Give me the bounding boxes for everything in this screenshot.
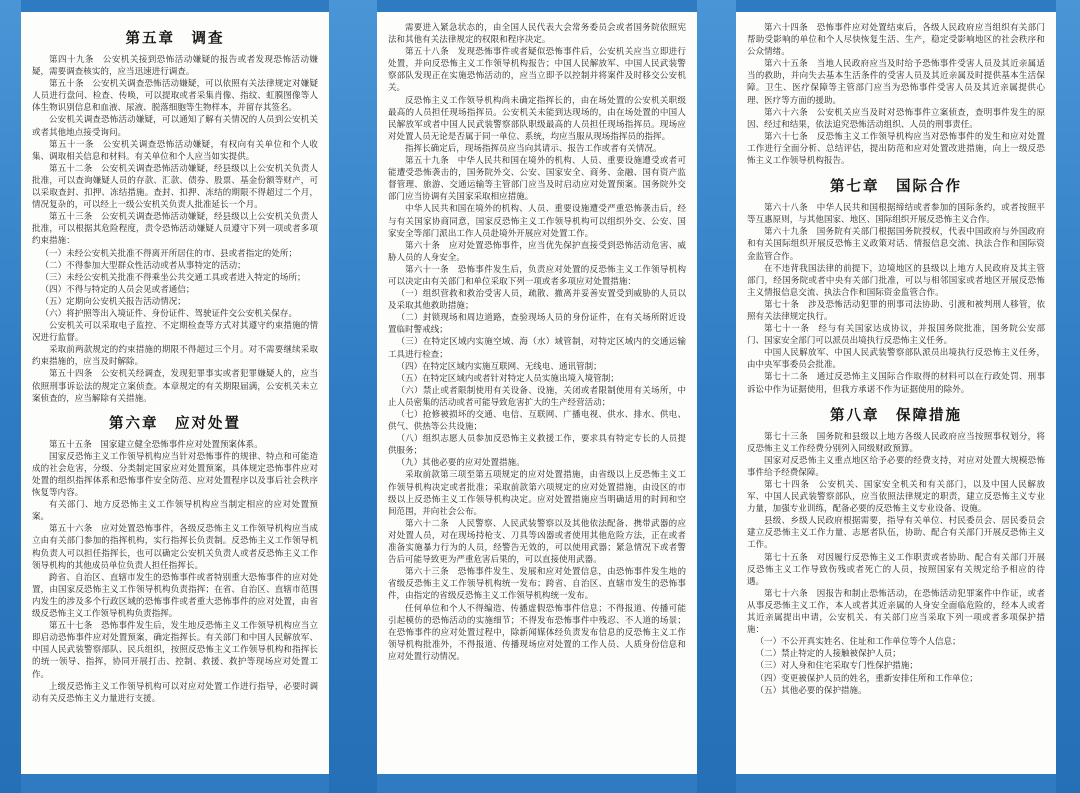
article-53: 第五十三条 公安机关调查恐怖活动嫌疑，经县级以上公安机关负责人批准，可以根据其危险程度，责令恐怖活动嫌疑人员遵守下列一项或者多项约束措施： bbox=[32, 212, 318, 247]
page-column-3 bbox=[736, 12, 1056, 774]
article-56-para: 跨省、自治区、直辖市发生的恐怖事件或者特别重大恐怖事件的应对处置，由国家反恐怖主义工作领导机构负责指挥；在省、自治区、直辖市范围内发生的涉及多个行政区域的恐怖事件或者重大恐怖事件的应对处置，由省级反恐怖主义工作领导机构负责指挥。 bbox=[32, 572, 318, 620]
article-50-para-2: 公安机关调查恐怖活动嫌疑，可以通知了解有关情况的人员到公安机关或者其他地点接受询问。 bbox=[32, 115, 318, 138]
chapter-5-title: 第五章 调查 bbox=[125, 31, 225, 47]
article-53-para: 采取前两款规定的约束措施的期限不得超过三个月。对不需要继续采取约束措施的，应当及时解除。 bbox=[32, 345, 318, 368]
article-55-para: 有关部门、地方反恐怖主义工作领导机构应当制定相应的应对处置预案。 bbox=[32, 500, 318, 523]
article-56: 第五十六条 应对处置恐怖事件，各级反恐怖主义工作领导机构应当成立由有关部门参加的指挥机构，实行指挥长负责制。反恐怖主义工作领导机构负责人可以担任指挥长，也可以确定公安机关负责人或者反恐怖主义工作领导机构的其他成员单位负责人担任指挥长。 bbox=[32, 524, 318, 571]
article-59-para: 中华人民共和国在境外的机构、人员、重要设施遭受严重恐怖袭击后，经与有关国家协商同意，国家反恐怖主义工作领导机构可以组织外交、公安、国家安全等部门派出工作人员赴境外开展应对处置工作。 bbox=[388, 204, 686, 239]
list-item: （二）不得参加大型群众性活动或者从事特定的活动； bbox=[40, 260, 246, 271]
article-61: 第六十一条 恐怖事件发生后，负责应对处置的反恐怖主义工作领导机构可以决定由有关部门和单位采取下列一项或者多项应对处置措施： bbox=[388, 264, 686, 287]
article-62: 第六十二条 人民警察、人民武装警察以及其他依法配备、携带武器的应对处置人员，对在现场持枪支、刀具等凶器或者使用其他危险方法，正在或者准备实施暴力行为的人员，经警告无效的，可以使用武器；紧急情况下或者警告后可能导致更为严重危害后果的，可以直接使用武器。 bbox=[388, 518, 686, 566]
article-52: 第五十二条 公安机关调查恐怖活动嫌疑，经县级以上公安机关负责人批准，可以查询嫌疑人员的存款、汇款、债券、股票、基金份额等财产，可以采取查封、扣押、冻结措施。查封、扣押、冻结的期限不得超过二个月，情况复杂的，可以经上一级公安机关负责人批准延长一个月。 bbox=[32, 163, 318, 211]
list-item: （八）组织志愿人员参加反恐怖主义救援工作，要求具有特定专长的人员提供服务； bbox=[388, 434, 686, 457]
article-58: 第五十八条 发现恐怖事件或者疑似恐怖事件后，公安机关应当立即进行处置，并向反恐怖主义工作领导机构报告；中国人民解放军、中国人民武装警察部队发现正在实施恐怖活动的，应当立即予以控制并将案件及时移交公安机关。 bbox=[388, 47, 686, 94]
article-76: 第七十六条 因报告和制止恐怖活动，在恐怖活动犯罪案件中作证，或者从事反恐怖主义工作，本人或者其近亲属的人身安全面临危险的，经本人或者其近亲属提出申请，公安机关、有关部门应当采取下列一项或者多项保护措施： bbox=[747, 588, 1045, 636]
continued-paragraph: 需要进入紧急状态的，由全国人民代表大会常务委员会或者国务院依照宪法和其他有关法律规定的权限和程序决定。 bbox=[388, 23, 686, 46]
gutter-band bbox=[697, 0, 736, 793]
article-59: 第五十九条 中华人民共和国在境外的机构、人员、重要设施遭受或者可能遭受恐怖袭击的，国务院外交、公安、国家安全、商务、金融、国有资产监督管理、旅游、交通运输等主管部门应当及时启动应对处置预案。国务院外交部门应当协调有关国家采取相应措施。 bbox=[388, 156, 686, 203]
article-63-para: 任何单位和个人不得编造、传播虚假恐怖事件信息；不得报道、传播可能引起模仿的恐怖活动的实施细节；不得发布恐怖事件中残忍、不人道的场景；在恐怖事件的应对处置过程中，除新闻媒体经负责发布信息的反恐怖主义工作领导机构批准外，不得报道、传播现场应对处置的工作人员、人质身份信息和应对处置行动情况。 bbox=[388, 603, 686, 662]
list-item: （一）未经公安机关批准不得离开所居住的市、县或者指定的处所； bbox=[40, 248, 298, 259]
article-74: 第七十四条 公安机关、国家安全机关和有关部门，以及中国人民解放军、中国人民武装警察部队，应当依照法律规定的职责，建立反恐怖主义专业力量，加强专业训练，配备必要的反恐怖主义专业设备、设施。 bbox=[747, 480, 1045, 515]
list-item: （二）封锁现场和周边道路，查验现场人员的身份证件，在有关场所附近设置临时警戒线； bbox=[388, 313, 686, 336]
article-58-para: 指挥长确定后，现场指挥员应当向其请示、报告工作或者有关情况。 bbox=[405, 143, 662, 154]
list-item: （六）禁止或者限制使用有关设备、设施，关闭或者限制使用有关场所，中止人员密集的活动或者可能导致危害扩大的生产经营活动； bbox=[388, 385, 686, 408]
article-71: 第七十一条 经与有关国家达成协议，并报国务院批准，国务院公安部门、国家安全部门可以派员出境执行反恐怖主义任务。 bbox=[747, 324, 1045, 347]
left-margin-band bbox=[0, 0, 21, 793]
list-item: （四）不得与特定的人员会见或者通信； bbox=[40, 284, 195, 295]
article-65: 第六十五条 当地人民政府应当及时给予恐怖事件受害人员及其近亲属适当的救助，并向失去基本生活条件的受害人员及其近亲属及时提供基本生活保障。卫生、医疗保障等主管部门应当为恐怖事件受害人员及其近亲属提供心理、医疗等方面的援助。 bbox=[747, 59, 1045, 106]
article-61-para: 采取前款第三项至第五项规定的应对处置措施，由省级以上反恐怖主义工作领导机构决定或者批准；采取前款第六项规定的应对处置措施，由设区的市级以上反恐怖主义工作领导机构决定。应对处置措施应当明确适用的时间和空间范围，并向社会公布。 bbox=[388, 470, 686, 517]
list-item: （五）定期向公安机关报告活动情况； bbox=[40, 296, 186, 307]
chapter-6-title: 第六章 应对处置 bbox=[109, 415, 241, 432]
article-64: 第六十四条 恐怖事件应对处置结束后，各级人民政府应当组织有关部门帮助受影响的单位和个人尽快恢复生活、生产，稳定受影响地区的社会秩序和公众情绪。 bbox=[747, 23, 1045, 58]
article-69-para: 在不违背我国法律的前提下，边境地区的县级以上地方人民政府及其主管部门，经国务院或者中央有关部门批准，可以与相邻国家或者地区开展反恐怖主义情报信息交流、执法合作和国际资金监管合作。 bbox=[747, 263, 1045, 298]
list-item: （九）其他必要的应对处置措施。 bbox=[396, 458, 525, 469]
gutter-band bbox=[329, 0, 377, 793]
right-margin-band bbox=[1056, 0, 1080, 793]
page-column-1 bbox=[21, 12, 329, 774]
list-item: （三）在特定区域内实施空域、海（水）域管制，对特定区域内的交通运输工具进行检查； bbox=[388, 337, 686, 360]
article-72: 第七十二条 通过反恐怖主义国际合作取得的材料可以在行政处罚、刑事诉讼中作为证据使用，但我方承诺不作为证据使用的除外。 bbox=[747, 372, 1045, 395]
article-66: 第六十六条 公安机关应当及时对恐怖事件立案侦查，查明事件发生的原因、经过和结果，依法追究恐怖活动组织、人员的刑事责任。 bbox=[747, 107, 1045, 130]
list-item: （七）抢修被损坏的交通、电信、互联网、广播电视、供水、排水、供电、供气、供热等公共设施； bbox=[388, 410, 686, 433]
article-57: 第五十七条 恐怖事件发生后，发生地反恐怖主义工作领导机构应当立即启动恐怖事件应对处置预案，确定指挥长。有关部门和中国人民解放军、中国人民武装警察部队、民兵组织，按照反恐怖主义工作领导机构和指挥长的统一领导、指挥，协同开展打击、控制、救援、救护等现场应对处置工作。 bbox=[32, 621, 318, 680]
list-item: （四）变更被保护人员的姓名，重新安排住所和工作单位； bbox=[755, 673, 978, 684]
article-63: 第六十三条 恐怖事件发生、发展和应对处置信息，由恐怖事件发生地的省级反恐怖主义工作领导机构统一发布；跨省、自治区、直辖市发生的恐怖事件，由指定的省级反恐怖主义工作领导机构统一发布。 bbox=[388, 567, 686, 602]
list-item: （五）在特定区域内或者针对特定人员实施出境入境管制； bbox=[396, 373, 619, 384]
article-60: 第六十条 应对处置恐怖事件，应当优先保护直接受到恐怖活动危害、威胁人员的人身安全。 bbox=[388, 240, 686, 263]
article-75: 第七十五条 对因履行反恐怖主义工作职责或者协助、配合有关部门开展反恐怖主义工作导致伤残或者死亡的人员，按照国家有关规定给予相应的待遇。 bbox=[747, 552, 1045, 587]
chapter-7-title: 第七章 国际合作 bbox=[830, 179, 962, 196]
article-50: 第五十条 公安机关调查恐怖活动嫌疑，可以依照有关法律规定对嫌疑人员进行盘问、检查、传唤，可以提取或者采集肖像、指纹、虹膜图像等人体生物识别信息和血液、尿液、脱落细胞等生物样本，并留存其签名。 bbox=[32, 79, 318, 114]
list-item: （三）对人身和住宅采取专门性保护措施； bbox=[755, 661, 918, 672]
article-67: 第六十七条 反恐怖主义工作领导机构应当对恐怖事件的发生和应对处置工作进行全面分析、总结评估，提出防范和应对处置改进措施，向上一级反恐怖主义工作领导机构报告。 bbox=[747, 131, 1045, 167]
article-55: 第五十五条 国家建立健全恐怖事件应对处置预案体系。 bbox=[49, 439, 263, 450]
article-68: 第六十八条 中华人民共和国根据缔结或者参加的国际条约，或者按照平等互惠原则，与其他国家、地区、国际组织开展反恐怖主义合作。 bbox=[747, 203, 1045, 226]
article-57-para: 上级反恐怖主义工作领导机构可以对应对处置工作进行指导，必要时调动有关反恐怖主义力量进行支援。 bbox=[32, 681, 318, 704]
article-73-para: 国家对反恐怖主义重点地区给予必要的经费支持，对应对处置大规模恐怖事件给予经费保障。 bbox=[747, 455, 1045, 478]
article-70: 第七十条 涉及恐怖活动犯罪的刑事司法协助、引渡和被判刑人移管，依照有关法律规定执行。 bbox=[747, 299, 1045, 322]
list-item: （二）禁止特定的人接触被保护人员； bbox=[755, 649, 901, 660]
list-item: （一）组织营救和救治受害人员，疏散、撤离并妥善安置受到威胁的人员以及采取其他救助措施； bbox=[388, 289, 686, 312]
article-51: 第五十一条 公安机关调查恐怖活动嫌疑，有权向有关单位和个人收集、调取相关信息和材料。有关单位和个人应当如实提供。 bbox=[32, 139, 318, 162]
list-item: （四）在特定区域内实施互联网、无线电、通讯管制； bbox=[396, 361, 602, 372]
article-55-para: 国家反恐怖主义工作领导机构应当针对恐怖事件的规律、特点和可能造成的社会危害，分级、分类制定国家应对处置预案，具体规定恐怖事件应对处置的组织指挥体系和恐怖事件安全防范、应对处置程序以及事后社会秩序恢复等内容。 bbox=[32, 451, 318, 499]
list-item: （三）未经公安机关批准不得乘坐公共交通工具或者进入特定的场所； bbox=[40, 272, 306, 283]
list-item: （六）将护照等出入境证件、身份证件、驾驶证件交公安机关保存。 bbox=[40, 308, 298, 319]
article-74-para: 县级、乡级人民政府根据需要，指导有关单位、村民委员会、居民委员会建立反恐怖主义工作力量、志愿者队伍，协助、配合有关部门开展反恐怖主义工作。 bbox=[747, 516, 1045, 551]
article-53-para: 公安机关可以采取电子监控、不定期检查等方式对其遵守约束措施的情况进行监督。 bbox=[32, 321, 318, 344]
article-69: 第六十九条 国务院有关部门根据国务院授权，代表中国政府与外国政府和有关国际组织开展反恐怖主义政策对话、情报信息交流、执法合作和国际资金监管合作。 bbox=[747, 227, 1045, 262]
article-71-para: 中国人民解放军、中国人民武装警察部队派员出境执行反恐怖主义任务，由中央军事委员会批准。 bbox=[747, 348, 1045, 371]
article-58-para: 反恐怖主义工作领导机构尚未确定指挥长的，由在场处置的公安机关职级最高的人员担任现场指挥员。公安机关未能到达现场的，由在场处置的中国人民解放军或者中国人民武装警察部队职级最高的人员担任现场指挥员。现场应对处置人员无论是否属于同一单位、系统，均应当服从现场指挥员的指挥。 bbox=[388, 95, 686, 142]
list-item: （一）不公开真实姓名、住址和工作单位等个人信息； bbox=[755, 637, 961, 648]
article-54: 第五十四条 公安机关经调查，发现犯罪事实或者犯罪嫌疑人的，应当依照刑事诉讼法的规定立案侦查。本章规定的有关期限届满，公安机关未立案侦查的，应当解除有关措施。 bbox=[32, 369, 318, 404]
list-item: （五）其他必要的保护措施。 bbox=[755, 685, 867, 696]
article-73: 第七十三条 国务院和县级以上地方各级人民政府应当按照事权划分，将反恐怖主义工作经费分别列入同级财政预算。 bbox=[747, 431, 1045, 454]
page-column-2 bbox=[377, 12, 697, 774]
chapter-8-title: 第八章 保障措施 bbox=[830, 407, 962, 424]
article-49: 第四十九条 公安机关接到恐怖活动嫌疑的报告或者发现恐怖活动嫌疑，需要调查核实的，应当迅速进行调查。 bbox=[32, 55, 318, 78]
